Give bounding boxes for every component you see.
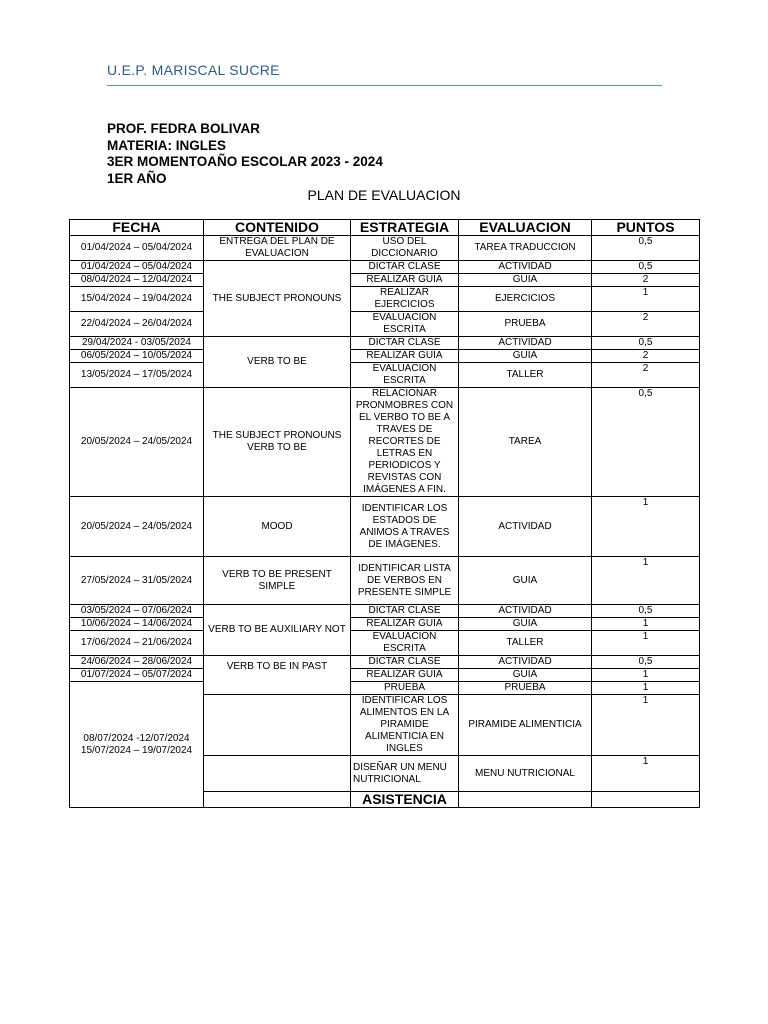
contenido-cell: MOOD (204, 497, 351, 557)
table-row (70, 631, 700, 656)
fecha-cell: 22/04/2024 – 26/04/2024 (70, 312, 204, 337)
fecha-line: 15/07/2024 – 19/07/2024 (80, 744, 193, 756)
puntos-cell: 1 (592, 557, 700, 605)
evaluacion-cell: MENU NUTRICIONAL (459, 756, 592, 792)
column-header-puntos: PUNTOS (592, 220, 700, 236)
subject-name: MATERIA: INGLES (107, 137, 226, 153)
contenido-cell (204, 756, 351, 792)
estrategia-cell: REALIZAR GUIA (351, 618, 459, 631)
puntos-cell: 2 (592, 274, 700, 287)
puntos-cell: 1 (592, 682, 700, 695)
evaluacion-cell: TALLER (459, 363, 592, 388)
evaluacion-cell: GUIA (459, 557, 592, 605)
puntos-cell: 1 (592, 287, 700, 312)
table-row (70, 669, 700, 682)
school-name: U.E.P. MARISCAL SUCRE (107, 62, 280, 78)
puntos-cell: 2 (592, 363, 700, 388)
table-row (70, 557, 700, 605)
estrategia-cell: RELACIONAR PRONMOBRES CON EL VERBO TO BE A TRAVES DE RECORTES DE LETRAS EN PERIODICOS Y REVISTAS CON IMÁGENES A FIN. (351, 388, 459, 497)
puntos-cell: 2 (592, 350, 700, 363)
plan-title: PLAN DE EVALUACION (307, 187, 461, 203)
table-row (70, 350, 700, 363)
puntos-cell: 1 (592, 497, 700, 557)
evaluacion-cell: TALLER (459, 631, 592, 656)
table-row (70, 287, 700, 312)
column-header-estrategia: ESTRATEGIA (351, 220, 459, 236)
estrategia-cell: USO DEL DICCIONARIO (351, 236, 459, 261)
estrategia-cell: DICTAR CLASE (351, 337, 459, 350)
table-row (70, 363, 700, 388)
fecha-cell: 06/05/2024 – 10/05/2024 (70, 350, 204, 363)
contenido-cell: ENTREGA DEL PLAN DE EVALUACION (204, 236, 351, 261)
estrategia-cell: DICTAR CLASE (351, 656, 459, 669)
estrategia-cell: IDENTIFICAR LOS ALIMENTOS EN LA PIRAMIDE ALIMENTICIA EN INGLES (351, 695, 459, 756)
school-moment: 3ER MOMENTOAÑO ESCOLAR 2023 - 2024 (107, 154, 383, 169)
puntos-cell: 0,5 (592, 605, 700, 618)
evaluation-table (69, 219, 700, 808)
evaluacion-cell: GUIA (459, 618, 592, 631)
school-year: 1ER AÑO (107, 170, 167, 186)
estrategia-cell: EVALUACION ESCRITA (351, 631, 459, 656)
estrategia-cell: DICTAR CLASE (351, 261, 459, 274)
table-row (70, 236, 700, 261)
puntos-cell: 1 (592, 695, 700, 756)
evaluacion-cell: TAREA TRADUCCION (459, 236, 592, 261)
table-row (70, 388, 700, 497)
table-row (70, 605, 700, 618)
table-row (70, 618, 700, 631)
puntos-cell: 0,5 (592, 236, 700, 261)
fecha-cell: 01/04/2024 – 05/04/2024 (70, 236, 204, 261)
column-header-contenido: CONTENIDO (204, 220, 351, 236)
puntos-cell: 1 (592, 669, 700, 682)
asistencia-label: ASISTENCIA (351, 792, 459, 808)
contenido-cell: VERB TO BE PRESENT SIMPLE (204, 557, 351, 605)
fecha-cell: 13/05/2024 – 17/05/2024 (70, 363, 204, 388)
fecha-cell: 01/07/2024 – 05/07/2024 (70, 669, 204, 682)
table-row (70, 497, 700, 557)
column-header-fecha: FECHA (70, 220, 204, 236)
estrategia-cell: IDENTIFICAR LOS ESTADOS DE ANIMOS A TRAVES DE IMÁGENES. (351, 497, 459, 557)
fecha-cell: 17/06/2024 – 21/06/2024 (70, 631, 204, 656)
evaluacion-cell: ACTIVIDAD (459, 497, 592, 557)
contenido-cell: THE SUBJECT PRONOUNS (204, 261, 351, 337)
fecha-line: 08/07/2024 -12/07/2024 (83, 732, 190, 744)
estrategia-cell: DICTAR CLASE (351, 605, 459, 618)
fecha-cell: 20/05/2024 – 24/05/2024 (70, 388, 204, 497)
puntos-cell: 1 (592, 756, 700, 792)
estrategia-cell: IDENTIFICAR LISTA DE VERBOS EN PRESENTE SIMPLE (351, 557, 459, 605)
estrategia-cell: PRUEBA (351, 682, 459, 695)
evaluacion-cell: GUIA (459, 669, 592, 682)
fecha-cell (70, 682, 204, 808)
evaluacion-cell (459, 792, 592, 808)
fecha-cell: 20/05/2024 – 24/05/2024 (70, 497, 204, 557)
contenido-cell (204, 792, 351, 808)
fecha-cell: 10/06/2024 – 14/06/2024 (70, 618, 204, 631)
fecha-cell: 24/06/2024 – 28/06/2024 (70, 656, 204, 669)
evaluacion-cell: PRUEBA (459, 312, 592, 337)
evaluacion-cell: ACTIVIDAD (459, 261, 592, 274)
evaluacion-cell: ACTIVIDAD (459, 656, 592, 669)
fecha-cell: 29/04/2024 - 03/05/2024 (70, 337, 204, 350)
puntos-cell: 0,5 (592, 261, 700, 274)
estrategia-cell: REALIZAR GUIA (351, 274, 459, 287)
table-row (70, 682, 700, 695)
puntos-cell: 1 (592, 631, 700, 656)
evaluacion-cell: PRUEBA (459, 682, 592, 695)
estrategia-cell: EVALUACION ESCRITA (351, 312, 459, 337)
table-row (70, 274, 700, 287)
fecha-cell: 08/04/2024 – 12/04/2024 (70, 274, 204, 287)
evaluacion-cell: EJERCICIOS (459, 287, 592, 312)
estrategia-cell: REALIZAR GUIA (351, 350, 459, 363)
puntos-cell: 0,5 (592, 337, 700, 350)
evaluacion-cell: GUIA (459, 274, 592, 287)
contenido-cell: VERB TO BE AUXILIARY NOT (204, 605, 351, 656)
fecha-cell: 01/04/2024 – 05/04/2024 (70, 261, 204, 274)
evaluacion-cell: GUIA (459, 350, 592, 363)
table-row (70, 312, 700, 337)
puntos-cell: 2 (592, 312, 700, 337)
puntos-cell: 1 (592, 618, 700, 631)
contenido-cell (204, 695, 351, 756)
table-row (70, 337, 700, 350)
table-header-row (70, 220, 700, 236)
contenido-cell: VERB TO BE IN PAST (204, 656, 351, 695)
fecha-cell: 15/04/2024 – 19/04/2024 (70, 287, 204, 312)
fecha-cell: 03/05/2024 – 07/06/2024 (70, 605, 204, 618)
table-row (70, 656, 700, 669)
fecha-cell: 27/05/2024 – 31/05/2024 (70, 557, 204, 605)
estrategia-cell: DISEÑAR UN MENU NUTRICIONAL (351, 756, 459, 792)
evaluacion-cell: ACTIVIDAD (459, 605, 592, 618)
evaluacion-cell: TAREA (459, 388, 592, 497)
estrategia-cell: REALIZAR EJERCICIOS (351, 287, 459, 312)
contenido-cell: VERB TO BE (204, 337, 351, 388)
estrategia-cell: EVALUACION ESCRITA (351, 363, 459, 388)
contenido-cell: THE SUBJECT PRONOUNS VERB TO BE (204, 388, 351, 497)
puntos-cell: 0,5 (592, 388, 700, 497)
document-info (107, 121, 383, 187)
evaluacion-cell: PIRAMIDE ALIMENTICIA (459, 695, 592, 756)
puntos-cell (592, 792, 700, 808)
estrategia-cell: REALIZAR GUIA (351, 669, 459, 682)
column-header-evaluacion: EVALUACION (459, 220, 592, 236)
evaluacion-cell: ACTIVIDAD (459, 337, 592, 350)
puntos-cell: 0,5 (592, 656, 700, 669)
header-divider (107, 85, 662, 86)
teacher-name: PROF. FEDRA BOLIVAR (107, 121, 261, 136)
table-row (70, 261, 700, 274)
